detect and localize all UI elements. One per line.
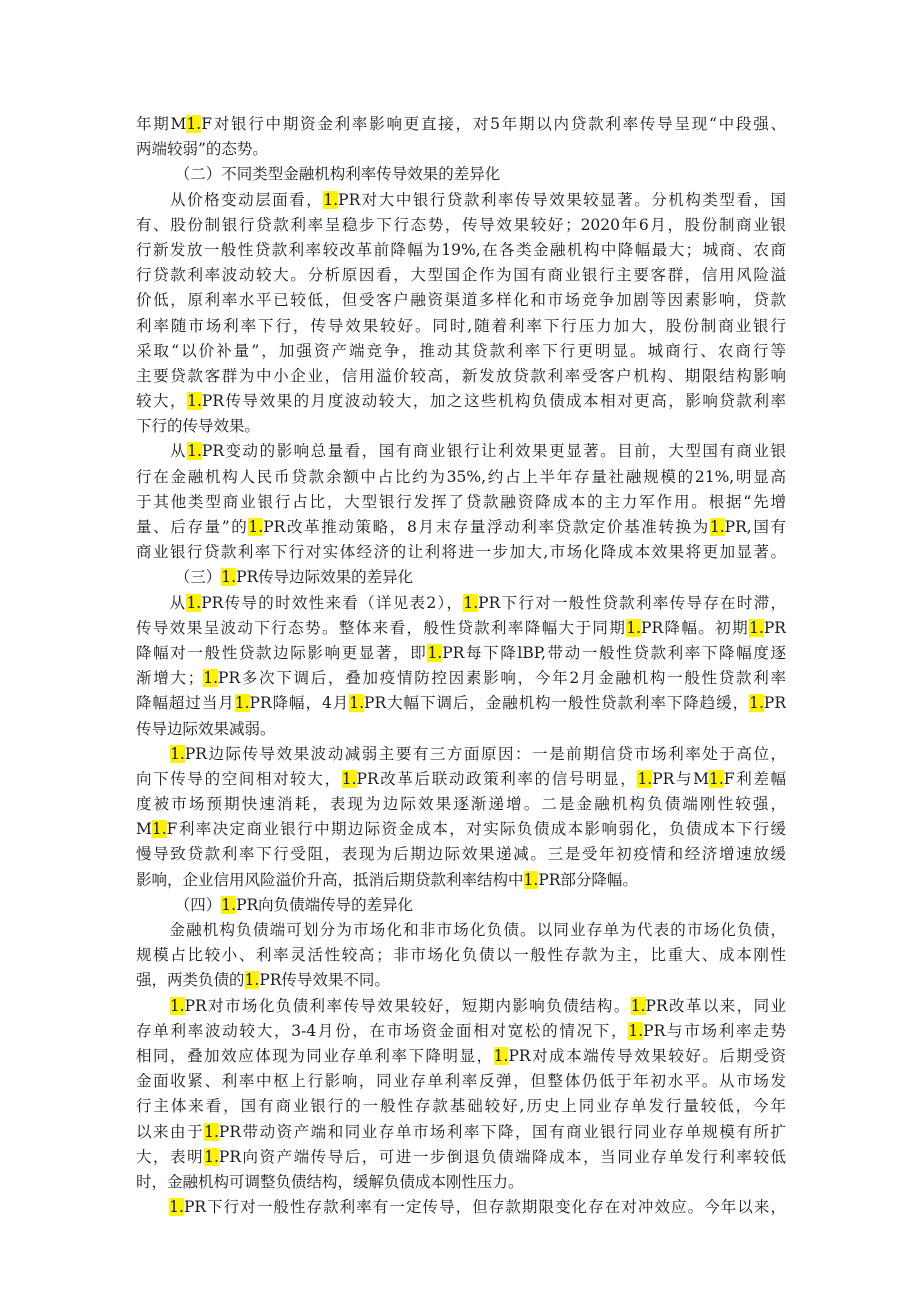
text-line	[136, 717, 786, 742]
text-run: PR变动的影响总量看，国有商业银行让利效果更显著。目前，大型国有商业银	[201, 442, 786, 461]
highlighted-text: 1.	[204, 1122, 219, 1141]
text-line	[136, 994, 786, 1019]
text-run: 存单利率波动较大，3-4月份，在市场资金面相对宽松的情况下，	[136, 1021, 629, 1040]
text-run: 从价格变动层面看，	[136, 190, 324, 209]
text-line	[136, 263, 786, 288]
text-run: F利差幅	[723, 769, 786, 788]
highlighted-text: 1.	[151, 820, 167, 839]
text-run: PR每下降lBP,带动一般性贷款利率下降幅度逐	[442, 643, 786, 662]
text-run: 大，表明	[136, 1147, 205, 1166]
text-run: 商业银行贷款利率下行对实体经济的让利将进一步加大,市场化降成本效果将更加显著。	[136, 543, 786, 562]
highlighted-text: 1.	[323, 190, 339, 209]
text-run: 于其他类型商业银行占比，大型银行发挥了贷款融资降成本的主力军作用。根据“先增	[136, 492, 786, 511]
text-line	[136, 389, 786, 414]
text-run: PR与市场利率走势	[643, 1021, 786, 1040]
highlighted-text: 1.	[170, 744, 185, 763]
text-run: PR传导效果的月度波动较大，加之这些机构负债成本相对更高，影响贷款利率	[201, 392, 786, 411]
text-line	[136, 288, 786, 313]
text-run: 度被市场预期快速消耗，表现为边际效果逐渐递增。二是金融机构负债端刚性较强，	[136, 795, 786, 814]
text-run: PR部分降幅。	[538, 870, 638, 889]
text-run: 向下传导的空间相对较大，	[136, 769, 342, 788]
text-run: PR传导的时效性来看（详见表2），	[201, 593, 464, 612]
text-run: 金面收紧、利率中枢上行影响，同业存单利率反弹，但整体仍低于年初水平。从市场发	[136, 1072, 786, 1091]
text-run: （四）	[136, 895, 222, 914]
text-run: 从	[136, 593, 187, 612]
text-run: 两端较弱”的态势。	[136, 140, 268, 159]
text-run: PR对市场化负债利率传导效果较好，短期内影响负债结构。	[184, 996, 631, 1015]
text-run: PR改革推动策略，8月末存量浮动利率贷款定价基准转换为	[263, 518, 710, 536]
text-line	[136, 817, 786, 842]
text-run	[136, 1198, 169, 1216]
text-line	[136, 188, 786, 213]
text-run: 从	[136, 442, 188, 461]
text-run: 降幅超过当月	[136, 694, 235, 713]
text-line	[136, 339, 786, 364]
text-line	[136, 465, 786, 490]
highlighted-text: 1.	[463, 593, 479, 612]
text-run: 强，两类负债的	[136, 971, 245, 990]
text-run: 下行的传导效果。	[136, 417, 261, 436]
text-run: PR	[763, 618, 786, 637]
text-line	[136, 1120, 786, 1145]
text-run: 有、股份制银行贷款利率呈稳步下行态势，传导效果较好；2020年6月，股份制商业银	[136, 215, 786, 234]
text-line	[136, 842, 786, 867]
text-run: PR与M	[652, 769, 709, 788]
text-run: PR传导边际效果的差异化	[236, 568, 414, 587]
highlighted-text: 1.	[349, 694, 365, 713]
highlighted-text: 1.	[187, 392, 202, 411]
text-run: M	[136, 820, 152, 839]
text-run: PR大幅下调后，金融机构一般性贷款利率下降趋缓，	[364, 694, 750, 713]
text-run: 行贷款利率波动较大。分析原因看，大型国企作为国有商业银行主要客群，信用风险溢	[136, 266, 786, 285]
text-run	[136, 745, 170, 763]
text-run: PR边际传导效果波动减弱主要有三方面原因：一是前期信贷市场利率处于高位，	[184, 744, 786, 763]
highlighted-text: 1.	[244, 971, 260, 990]
highlighted-text: 1.	[186, 115, 202, 133]
text-run: PR向资产端传导后，可进一步倒退负债端降成本，当同业存单发行利率较低	[218, 1147, 786, 1166]
text-run: F利率决定商业银行中期边际资金成本，对实际负债成本影响弱化，负债成本下行缓	[166, 820, 786, 839]
text-line	[136, 137, 786, 162]
text-line	[136, 414, 786, 439]
text-run: （二）不同类型金融机构利率传导效果的差异化	[136, 165, 501, 184]
highlighted-text: 1.	[341, 769, 357, 788]
text-run: PR下行对一般性贷款利率传导存在时滞，	[478, 593, 786, 612]
highlighted-text: 1.	[626, 618, 642, 637]
text-line	[136, 112, 786, 137]
text-line	[136, 515, 786, 540]
text-line	[136, 868, 786, 893]
text-run: 渐增大；	[136, 669, 204, 688]
text-line	[136, 918, 786, 943]
text-line	[136, 1145, 786, 1170]
highlighted-text: 1.	[749, 618, 764, 637]
text-run: 相同，叠加效应体现为同业存单利率下降明显，	[136, 1046, 494, 1065]
text-run: 规模占比较小、利率灵活性较高；非市场化负债以一般性存款为主，比重大、成本刚性	[136, 946, 786, 965]
highlighted-text: 1.	[248, 518, 264, 536]
highlighted-text: 1.	[221, 895, 237, 914]
text-run: PR降幅，4月	[249, 694, 350, 713]
text-run: （三）	[136, 568, 222, 587]
text-run: PR对成本端传导效果较好。后期受资	[508, 1046, 786, 1065]
text-line	[136, 439, 786, 464]
text-run: 金融机构负债端可划分为市场化和非市场化负债。以同业存单为代表的市场化负债，	[136, 921, 786, 939]
highlighted-text: 1.	[709, 518, 725, 536]
text-run: 以来由于	[136, 1122, 205, 1141]
text-run: PR	[763, 694, 786, 713]
text-run: PR带动资产端和同业存单市场利率下降，国有商业银行同业存单规模有所扩	[218, 1122, 786, 1141]
text-run: 行主体来看，国有商业银行的一般性存款基础较好,历史上同业存单发行量较低，今年	[136, 1097, 786, 1116]
text-run	[136, 997, 170, 1015]
highlighted-text: 1.	[221, 568, 237, 587]
text-run: PR改革后联动政策利率的信号明显，	[356, 769, 638, 788]
text-run: 采取“以价补量”，加强资产端竞争，推动其贷款利率下行更明显。城商行、农商行等	[136, 341, 786, 360]
document-body	[136, 112, 786, 1220]
text-run: 传导效果呈波动下行态势。整体来看，般性贷款利率降幅大于同期	[136, 618, 627, 637]
text-run: 时，金融机构可调整负债结构，缓解负债成本刚性压力。	[136, 1172, 524, 1191]
text-run: PR多次下调后，叠加疫情防控因素影响，今年2月金融机构一般性贷款利率	[218, 669, 786, 688]
highlighted-text: 1.	[169, 1198, 184, 1217]
text-run: 传导边际效果减弱。	[136, 719, 276, 738]
text-run: 主要贷款客群为中小企业，信用溢价较高，新发放贷款利率受客户机构、期限结构影响	[136, 366, 786, 385]
text-line	[136, 1069, 786, 1094]
text-run: PR向负债端传导的差异化	[236, 895, 414, 914]
highlighted-text: 1.	[637, 769, 653, 788]
text-line	[136, 162, 786, 187]
text-line	[136, 490, 786, 515]
text-run: 利率随市场利率下行，传导效果较好。同时,随着利率下行压力加大，股份制商业银行	[136, 316, 786, 335]
text-run: PR,国有	[724, 518, 786, 536]
text-run: 行在金融机构人民币贷款余额中占比约为35%,约占上半年存量社融规模的21%,明显高	[136, 467, 786, 486]
text-line	[136, 893, 786, 918]
highlighted-text: 1.	[493, 1046, 509, 1065]
highlighted-text: 1.	[186, 593, 202, 612]
text-line	[136, 742, 786, 767]
text-run: PR传导效果不同。	[259, 971, 390, 990]
text-line	[136, 641, 786, 666]
text-line	[136, 565, 786, 590]
text-run: PR对大中银行贷款利率传导效果较显著。分机构类型看，国	[338, 190, 786, 209]
text-line	[136, 691, 786, 716]
text-run: 降幅对一般性贷款边际影响更显著，即	[136, 643, 428, 662]
highlighted-text: 1.	[187, 442, 202, 461]
text-line	[136, 943, 786, 968]
text-run: PR改革以来，同业	[645, 996, 786, 1015]
text-line	[136, 1044, 786, 1069]
text-line	[136, 616, 786, 641]
text-run: PR降幅。初期	[641, 618, 750, 637]
highlighted-text: 1.	[630, 996, 646, 1015]
text-line	[136, 591, 786, 616]
text-run: 较大，	[136, 392, 188, 411]
text-line	[136, 1094, 786, 1119]
highlighted-text: 1.	[203, 669, 219, 688]
text-line	[136, 238, 786, 263]
text-line	[136, 792, 786, 817]
highlighted-text: 1.	[709, 769, 724, 788]
text-run: 年期M	[136, 115, 187, 133]
highlighted-text: 1.	[204, 1147, 219, 1166]
highlighted-text: 1.	[523, 870, 539, 889]
text-line	[136, 540, 786, 565]
text-line	[136, 767, 786, 792]
text-line	[136, 364, 786, 389]
text-run: 量、后存量”的	[136, 518, 249, 536]
text-run: F对银行中期资金利率影响更直接，对5年期以内贷款利率传导呈现“中段强、	[201, 115, 786, 133]
text-run: 价低，原利率水平已较低，但受客户融资渠道多样化和市场竞争加剧等因素影响，贷款	[136, 291, 786, 310]
text-line	[136, 314, 786, 339]
highlighted-text: 1.	[628, 1021, 644, 1040]
text-run: 慢导致贷款利率下行受阻，表现为后期边际效果递减。三是受年初疫情和经济增速放缓	[136, 845, 786, 864]
text-line	[136, 1170, 786, 1195]
text-run: 影响，企业信用风险溢价升高，抵消后期贷款利率结构中	[136, 870, 524, 889]
text-run: 行新发放一般性贷款利率较改革前降幅为19%,在各类金融机构中降幅最大；城商、农商	[136, 240, 786, 259]
text-line	[136, 1019, 786, 1044]
text-line	[136, 968, 786, 993]
text-line	[136, 1195, 786, 1220]
highlighted-text: 1.	[169, 996, 185, 1015]
highlighted-text: 1.	[234, 694, 250, 713]
highlighted-text: 1.	[427, 643, 443, 662]
highlighted-text: 1.	[749, 694, 764, 713]
text-line	[136, 666, 786, 691]
text-run: PR下行对一般性存款利率有一定传导，但存款期限变化存在对冲效应。今年以来，	[183, 1198, 786, 1217]
text-line	[136, 213, 786, 238]
